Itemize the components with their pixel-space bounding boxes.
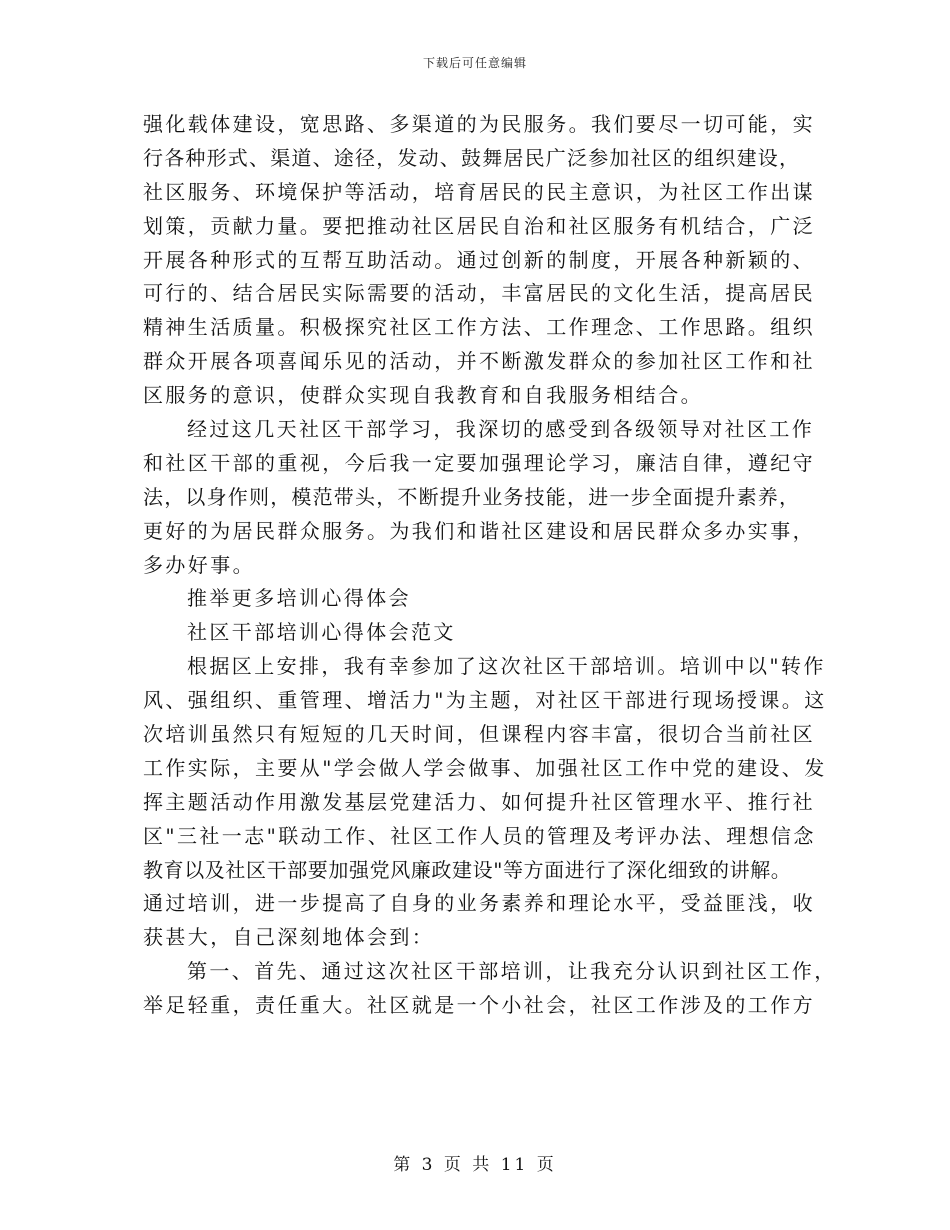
text-line: 社区服务、环境保护等活动，培育居民的民主意识，为社区工作出谋 (143, 179, 815, 204)
paragraph-first-line: 根据区上安排，我有幸参加了这次社区干部培训。培训中以"转作 (187, 654, 826, 679)
document-body (143, 108, 837, 1023)
text-line: 区服务的意识，使群众实现自我教育和自我服务相结合。 (143, 383, 703, 408)
text-line: 开展各种形式的互帮互助活动。通过创新的制度，开展各种新颖的、 (143, 247, 815, 272)
recommend-link-text: 推举更多培训心得体会 (187, 586, 411, 611)
paragraph-first-line: 经过这几天社区干部学习，我深切的感受到各级领导对社区工作 (187, 417, 815, 442)
text-line: 举足轻重，责任重大。社区就是一个小社会，社区工作涉及的工作方 (143, 993, 815, 1018)
text-line: 通过培训，进一步提高了自身的业务素养和理论水平，受益匪浅，收 (143, 891, 815, 916)
text-line: 强化载体建设，宽思路、多渠道的为民服务。我们要尽一切可能，实 (143, 112, 815, 136)
text-line: 可行的、结合居民实际需要的活动，丰富居民的文化生活，提高居民 (143, 281, 815, 306)
text-line: 风、强组织、重管理、增活力"为主题，对社区干部进行现场授课。这 (143, 688, 827, 713)
text-line: 行各种形式、渠道、途径，发动、鼓舞居民广泛参加社区的组织建设， (143, 145, 801, 170)
article-title: 社区干部培训心得体会范文 (187, 620, 456, 645)
text-line: 工作实际，主要从"学会做人学会做事、加强社区工作中党的建设、发 (143, 755, 827, 780)
text-line: 精神生活质量。积极探究社区工作方法、工作理念、工作思路。组织 (143, 315, 815, 340)
text-line: 划策，贡献力量。要把推动社区居民自治和社区服务有机结合，广泛 (143, 213, 815, 238)
text-line: 挥主题活动作用激发基层党建活力、如何提升社区管理水平、推行社 (143, 789, 815, 814)
page-header: 下载后可任意编辑 (422, 56, 527, 70)
text-line: 教育以及社区干部要加强党风廉政建设"等方面进行了深化细致的讲解。 (143, 857, 792, 882)
text-line: 群众开展各项喜闻乐见的活动，并不断激发群众的参加社区工作和社 (143, 349, 815, 374)
text-line: 和社区干部的重视，今后我一定要加强理论学习，廉洁自律，遵纪守 (143, 450, 815, 475)
text-line: 获甚大，自己深刻地体会到： (143, 925, 435, 950)
text-line: 多办好事。 (143, 552, 255, 577)
text-line: 次培训虽然只有短短的几天时间，但课程内容丰富，很切合当前社区 (143, 722, 815, 747)
text-line: 区"三社一志"联动工作、社区工作人员的管理及考评办法、理想信念 (143, 823, 816, 848)
paragraph-first-line: 第一、首先、通过这次社区干部培训，让我充分认识到社区工作， (187, 959, 837, 984)
text-line: 更好的为居民群众服务。为我们和谐社区建设和居民群众多办实事， (143, 518, 815, 543)
text-line: 法，以身作则，模范带头，不断提升业务技能，进一步全面提升素养， (143, 484, 801, 509)
page-number-footer: 第 3 页 共 11 页 (393, 1155, 557, 1175)
